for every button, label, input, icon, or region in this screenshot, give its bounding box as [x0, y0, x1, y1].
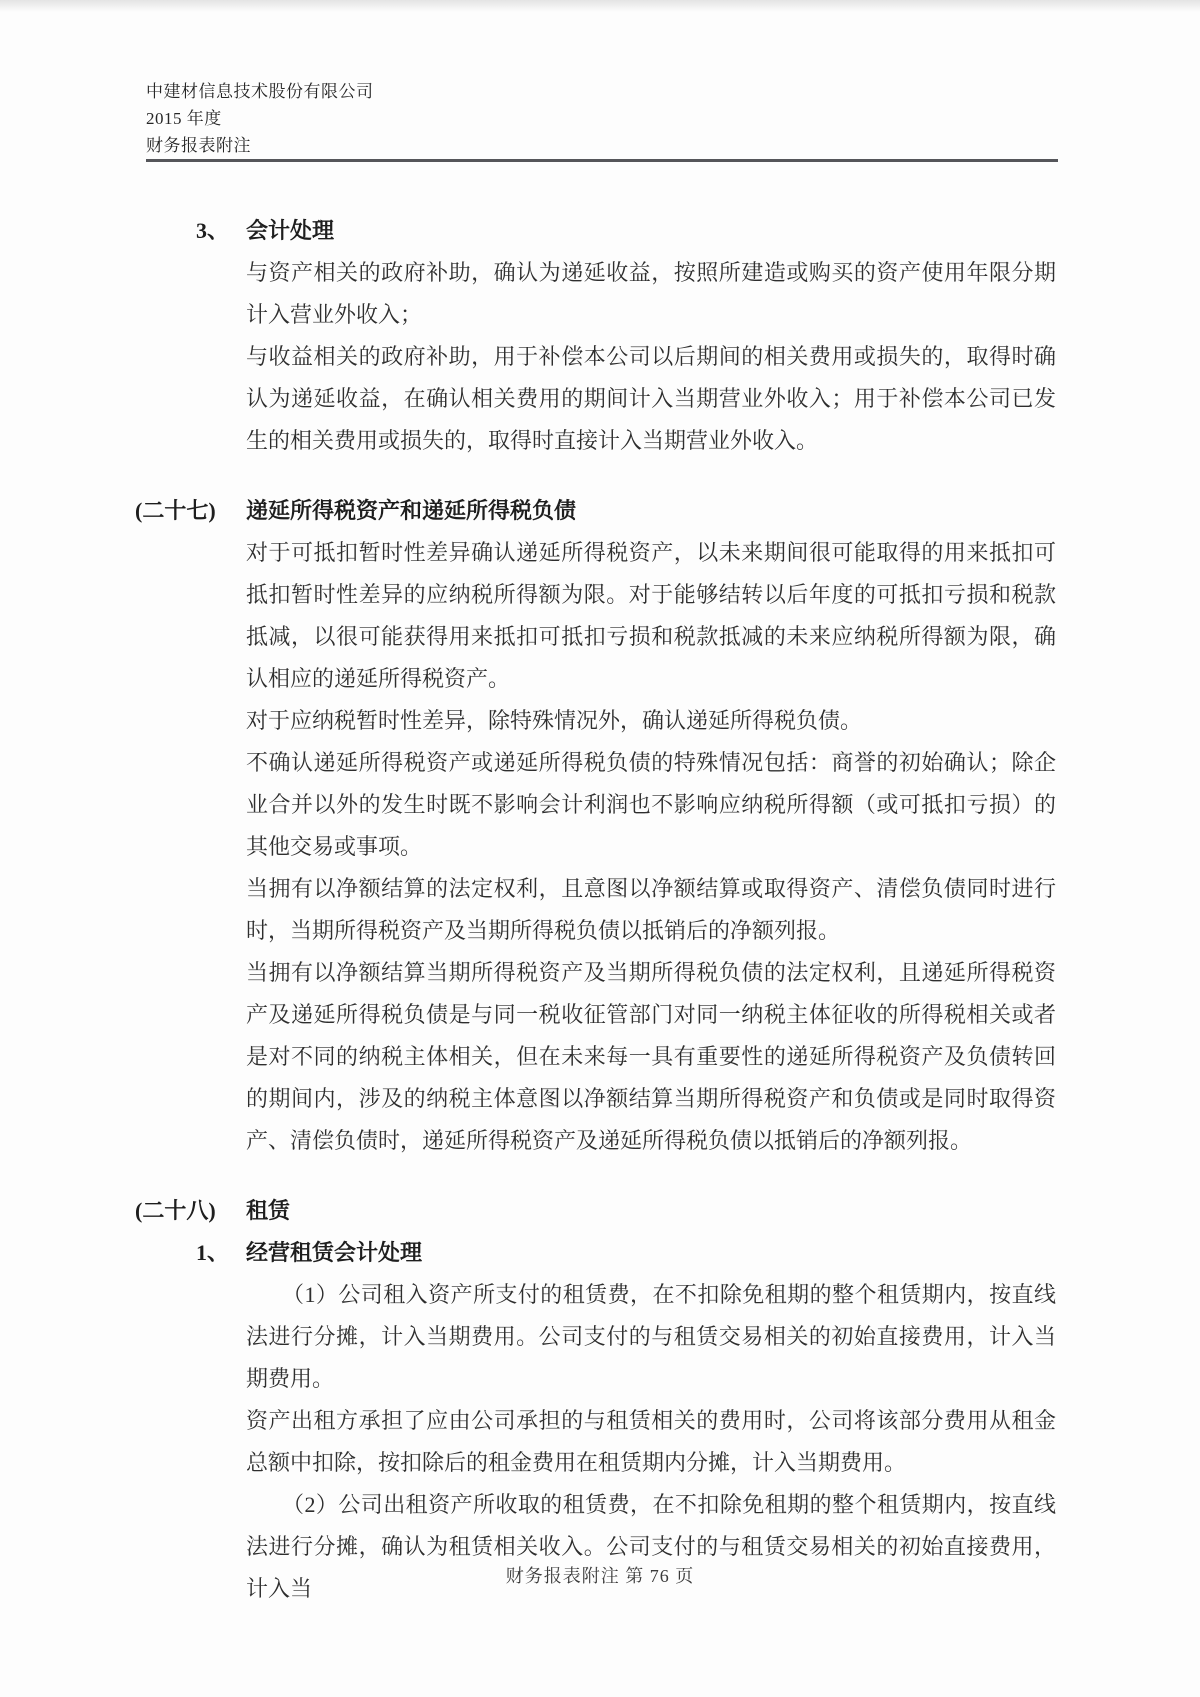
paragraph: 不确认递延所得税资产或递延所得税负债的特殊情况包括：商誉的初始确认；除企业合并以外的发生时既不影响会计利润也不影响应纳税所得额（或可抵扣亏损）的其他交易或事项。	[246, 750, 1056, 859]
header-period: 2015 年度	[146, 109, 222, 128]
paragraph: 对于可抵扣暂时性差异确认递延所得税资产，以未来期间很可能取得的用来抵扣可抵扣暂时性差异的应纳税所得额为限。对于能够结转以后年度的可抵扣亏损和税款抵减，以很可能获得用来抵扣可抵扣亏损和税款抵减的未来应纳税所得额为限，确认相应的递延所得税资产。	[246, 540, 1056, 691]
paragraph: 与资产相关的政府补助，确认为递延收益，按照所建造或购买的资产使用年限分期计入营业外收入；	[246, 260, 1056, 327]
scan-edge-shading	[0, 0, 1200, 12]
header-divider-rule	[146, 159, 1058, 162]
paragraph: 当拥有以净额结算的法定权利，且意图以净额结算或取得资产、清偿负债同时进行时，当期所得税资产及当期所得税负债以抵销后的净额列报。	[246, 876, 1056, 943]
section-title: 租赁	[246, 1198, 291, 1223]
paragraph: （1）公司租入资产所支付的租赁费，在不扣除免租期的整个租赁期内，按直线法进行分摊，计入当期费用。公司支付的与租赁交易相关的初始直接费用，计入当期费用。	[246, 1282, 1056, 1391]
subsection-number: 1、	[196, 1240, 230, 1265]
header-doc-title: 财务报表附注	[146, 136, 251, 155]
document-footer	[0, 1562, 1200, 1588]
paragraph: （2）公司出租资产所收取的租赁费，在不扣除免租期的整个租赁期内，按直线法进行分摊，确认为租赁相关收入。公司支付的与租赁交易相关的初始直接费用，计入当	[246, 1492, 1056, 1601]
section-heading-deferred-tax	[135, 490, 1058, 532]
section-number: (二十八)	[135, 1198, 216, 1223]
section-number: (二十七)	[135, 498, 216, 523]
subsection-title: 经营租赁会计处理	[246, 1240, 423, 1265]
paragraph: 资产出租方承担了应由公司承担的与租赁相关的费用时，公司将该部分费用从租金总额中扣除，按扣除后的租金费用在租赁期内分摊，计入当期费用。	[246, 1408, 1056, 1475]
paragraph: 与收益相关的政府补助，用于补偿本公司以后期间的相关费用或损失的，取得时确认为递延收益，在确认相关费用的期间计入当期营业外收入；用于补偿本公司已发生的相关费用或损失的，取得时直接计入当期营业外收入。	[246, 344, 1056, 453]
paragraph: 对于应纳税暂时性差异，除特殊情况外，确认递延所得税负债。	[246, 708, 863, 733]
header-company-name: 中建材信息技术股份有限公司	[146, 82, 374, 101]
section-number: 3、	[196, 218, 230, 243]
paragraph: 当拥有以净额结算当期所得税资产及当期所得税负债的法定权利，且递延所得税资产及递延所得税负债是与同一税收征管部门对同一纳税主体征收的所得税相关或者是对不同的纳税主体相关，但在未来每一具有重要性的递延所得税资产及负债转回的期间内，涉及的纳税主体意图以净额结算当期所得税资产和负债或是同时取得资产、清偿负债时，递延所得税资产及递延所得税负债以抵销后的净额列报。	[246, 960, 1056, 1153]
section-heading-leases	[135, 1190, 1058, 1232]
document-body	[135, 200, 1058, 1610]
section-title: 会计处理	[246, 218, 335, 243]
footer-page-label: 财务报表附注 第 76 页	[505, 1566, 695, 1586]
document-header	[146, 78, 374, 159]
subsection-heading-operating-lease	[146, 1232, 1058, 1274]
section-title: 递延所得税资产和递延所得税负债	[246, 498, 577, 523]
section-heading-accounting-treatment	[146, 210, 1058, 252]
